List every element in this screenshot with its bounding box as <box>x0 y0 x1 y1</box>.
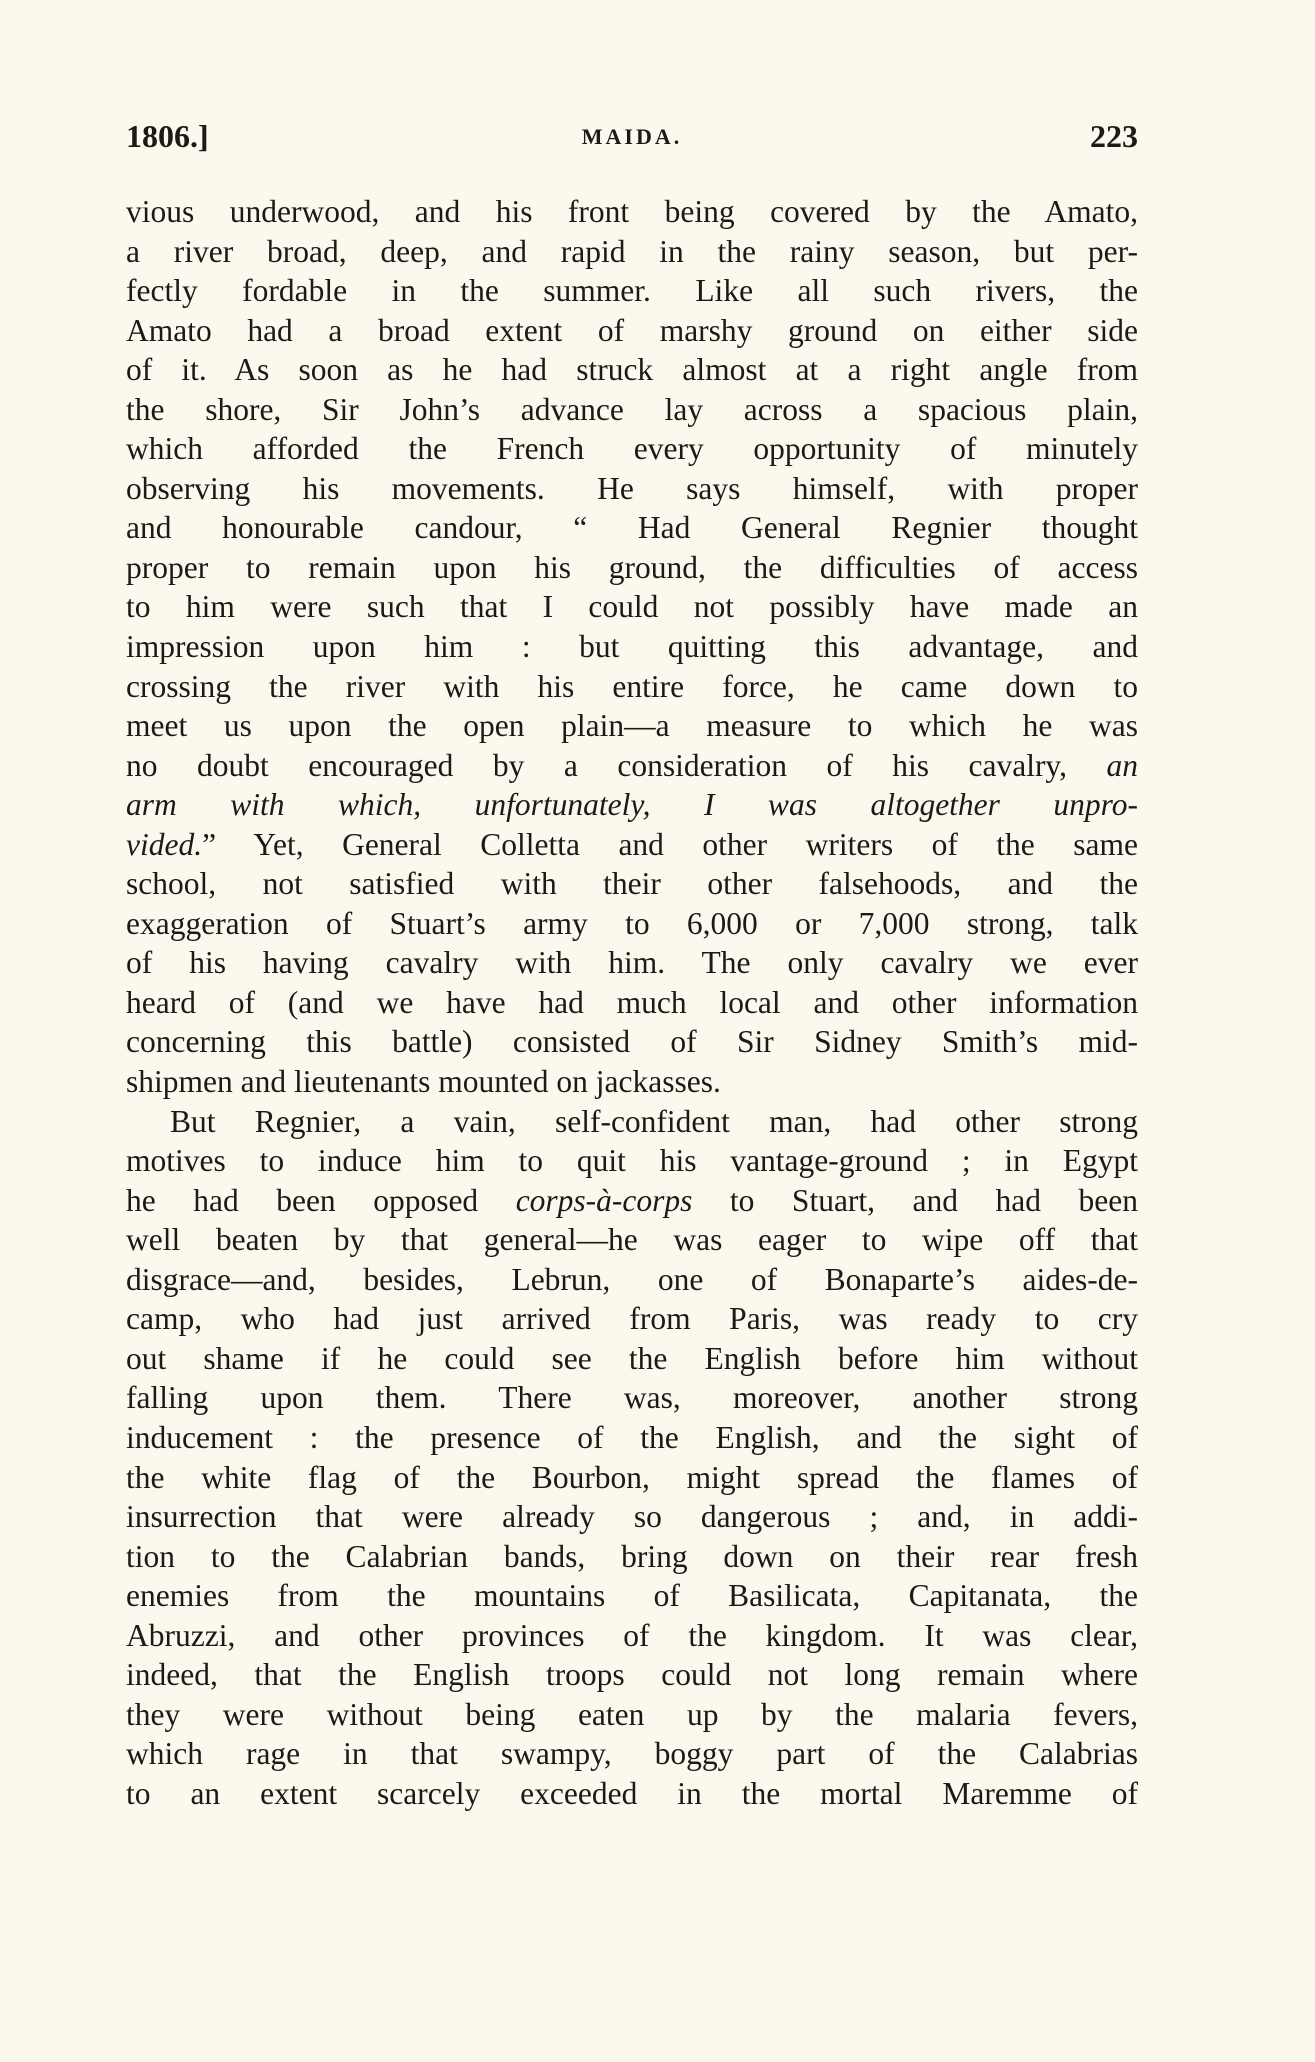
italic-text: corps-à-corps <box>515 1182 693 1218</box>
text-segment: motives to induce him to quit his vantage-ground ; in Egypt <box>126 1143 1138 1179</box>
text-segment: disgrace—and, besides, Lebrun, one of Bonaparte’s aides-de- <box>126 1261 1138 1297</box>
text-segment: indeed, that the English troops could not long remain where <box>126 1657 1138 1693</box>
text-segment: inducement : the presence of the English, and the sight of <box>126 1419 1138 1455</box>
italic-text: arm with which, unfortunately, I was altogether unpro- <box>126 787 1138 823</box>
text-segment: to Stuart, and had been <box>692 1182 1138 1218</box>
text-line <box>126 587 1138 627</box>
text-segment: enemies from the mountains of Basilicata, Capitanata, the <box>126 1578 1138 1614</box>
italic-text: vided. <box>126 826 203 862</box>
text-segment: proper to remain upon his ground, the difficulties of access <box>126 549 1138 585</box>
text-segment: no doubt encouraged by a consideration of his cavalry, <box>126 747 1107 783</box>
text-line <box>126 904 1138 944</box>
text-line <box>126 350 1138 390</box>
text-line <box>126 1616 1138 1656</box>
text-segment: of it. As soon as he had struck almost at a right angle from <box>126 352 1138 388</box>
text-line <box>126 1181 1138 1221</box>
text-segment: which rage in that swampy, boggy part of the Calabrias <box>126 1736 1138 1772</box>
text-segment: he had been opposed <box>126 1182 516 1218</box>
text-line <box>126 1062 1138 1102</box>
text-segment: concerning this battle) consisted of Sir Sidney Smith’s mid- <box>126 1024 1138 1060</box>
text-segment: ” Yet, General Colletta and other writers of the same <box>202 826 1138 862</box>
text-line <box>126 627 1138 667</box>
text-line <box>126 508 1138 548</box>
text-line <box>126 271 1138 311</box>
text-segment: they were without being eaten up by the malaria fevers, <box>126 1696 1138 1732</box>
text-line <box>126 746 1138 786</box>
text-segment: tion to the Calabrian bands, bring down on their rear fresh <box>126 1538 1138 1574</box>
body-text <box>126 192 1138 1813</box>
text-segment: shipmen and lieutenants mounted on jackasses. <box>126 1064 721 1100</box>
text-segment: a river broad, deep, and rapid in the rainy season, but per- <box>126 233 1138 269</box>
text-segment: crossing the river with his entire force, he came down to <box>126 668 1138 704</box>
text-line <box>126 192 1138 232</box>
page-number: 223 <box>1090 118 1138 154</box>
text-line <box>126 1299 1138 1339</box>
text-line <box>126 1576 1138 1616</box>
text-segment: meet us upon the open plain—a measure to which he was <box>126 708 1138 744</box>
text-segment: the shore, Sir John’s advance lay across a spacious plain, <box>126 391 1138 427</box>
text-line <box>126 667 1138 707</box>
running-head <box>126 118 1138 162</box>
text-line <box>126 1378 1138 1418</box>
text-line <box>126 1339 1138 1379</box>
text-line <box>126 825 1138 865</box>
text-segment: Amato had a broad extent of marshy ground on either side <box>126 312 1138 348</box>
text-line <box>126 1458 1138 1498</box>
text-segment: impression upon him : but quitting this advantage, and <box>126 629 1138 665</box>
text-segment: to him were such that I could not possibly have made an <box>126 589 1138 625</box>
text-line <box>126 1418 1138 1458</box>
text-line <box>126 1537 1138 1577</box>
text-line <box>126 1022 1138 1062</box>
text-line <box>126 1102 1138 1142</box>
text-line <box>126 390 1138 430</box>
text-line <box>126 1734 1138 1774</box>
text-line <box>126 1141 1138 1181</box>
text-segment: to an extent scarcely exceeded in the mortal Maremme of <box>126 1775 1138 1811</box>
text-segment: vious underwood, and his front being covered by the Amato, <box>126 194 1138 229</box>
text-segment: Abruzzi, and other provinces of the kingdom. It was clear, <box>126 1617 1138 1653</box>
text-line <box>126 311 1138 351</box>
text-segment: observing his movements. He says himself, with proper <box>126 470 1138 506</box>
text-segment: school, not satisfied with their other falsehoods, and the <box>126 866 1138 902</box>
text-line <box>126 785 1138 825</box>
text-line <box>126 864 1138 904</box>
text-line <box>126 1695 1138 1735</box>
text-segment: the white flag of the Bourbon, might spread the flames of <box>126 1459 1138 1495</box>
text-line <box>126 1260 1138 1300</box>
text-line <box>126 548 1138 588</box>
text-segment: exaggeration of Stuart’s army to 6,000 or 7,000 strong, talk <box>126 905 1138 941</box>
text-segment: camp, who had just arrived from Paris, was ready to cry <box>126 1301 1138 1337</box>
text-line <box>126 1774 1138 1814</box>
text-segment: insurrection that were already so dangerous ; and, in addi- <box>126 1499 1138 1535</box>
italic-text: an <box>1106 747 1138 783</box>
text-segment: and honourable candour, “ Had General Regnier thought <box>126 510 1138 546</box>
text-segment: of his having cavalry with him. The only cavalry we ever <box>126 945 1138 981</box>
text-line <box>126 1497 1138 1537</box>
text-segment: heard of (and we have had much local and other information <box>126 984 1138 1020</box>
text-line <box>126 943 1138 983</box>
text-segment: well beaten by that general—he was eager to wipe off that <box>126 1222 1138 1258</box>
text-segment: out shame if he could see the English before him without <box>126 1340 1138 1376</box>
text-line <box>126 1655 1138 1695</box>
text-line <box>126 983 1138 1023</box>
text-segment: falling upon them. There was, moreover, another strong <box>126 1380 1138 1416</box>
text-line <box>126 232 1138 272</box>
text-segment: which afforded the French every opportunity of minutely <box>126 431 1138 467</box>
header-title: MAIDA. <box>581 124 683 149</box>
text-line <box>126 706 1138 746</box>
text-line <box>126 429 1138 469</box>
text-segment: But Regnier, a vain, self-confident man, had other strong <box>170 1103 1138 1139</box>
text-line <box>126 469 1138 509</box>
text-line <box>126 1220 1138 1260</box>
header-year: 1806.] <box>126 118 209 154</box>
text-segment: fectly fordable in the summer. Like all such rivers, the <box>126 273 1138 309</box>
